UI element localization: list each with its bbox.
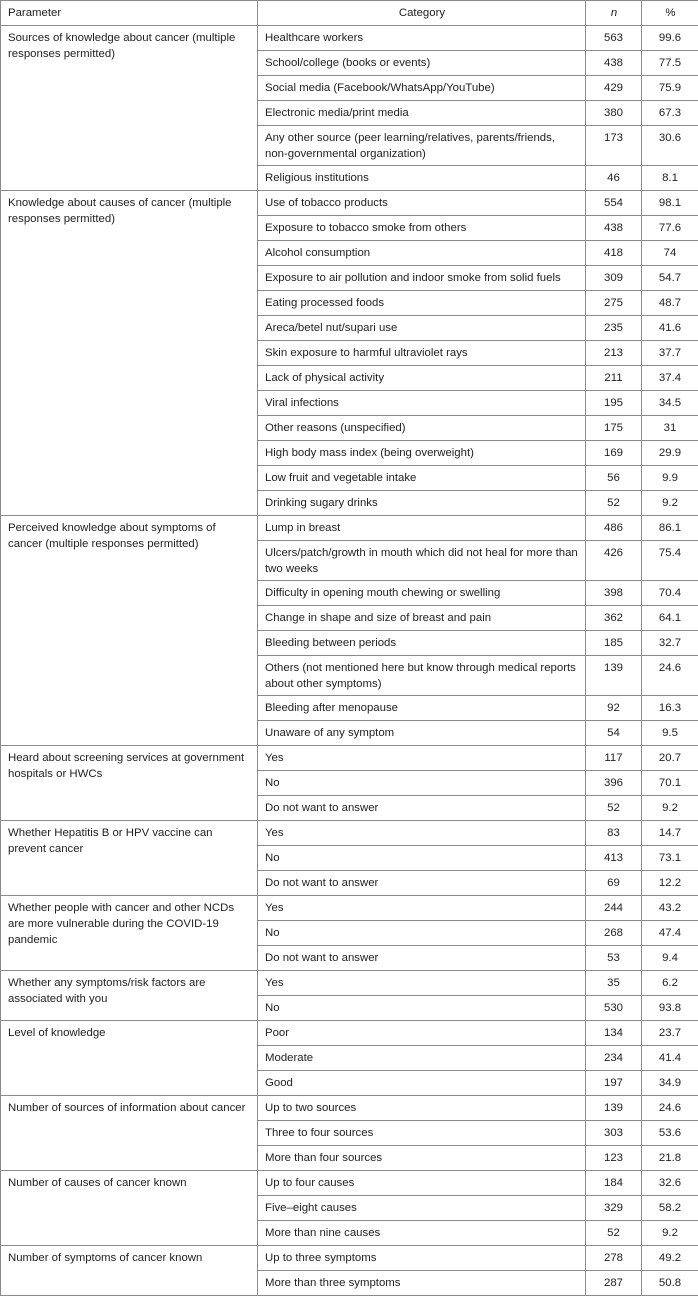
category-cell: Yes [258, 746, 586, 771]
parameter-cell: Perceived knowledge about symptoms of cancer (multiple responses permitted) [1, 516, 258, 746]
category-cell: Bleeding between periods [258, 631, 586, 656]
header-percent: % [642, 1, 698, 26]
percent-cell: 31 [642, 416, 698, 441]
n-cell: 123 [586, 1146, 642, 1171]
n-cell: 309 [586, 266, 642, 291]
n-cell: 195 [586, 391, 642, 416]
category-cell: Others (not mentioned here but know through medical reports about other symptoms) [258, 656, 586, 696]
parameter-cell: Number of symptoms of cancer known [1, 1246, 258, 1296]
parameter-cell: Level of knowledge [1, 1021, 258, 1096]
n-cell: 268 [586, 921, 642, 946]
category-cell: High body mass index (being overweight) [258, 441, 586, 466]
percent-cell: 41.4 [642, 1046, 698, 1071]
percent-cell: 77.6 [642, 216, 698, 241]
n-cell: 173 [586, 126, 642, 166]
parameter-cell: Knowledge about causes of cancer (multiple responses permitted) [1, 191, 258, 516]
percent-cell: 49.2 [642, 1246, 698, 1271]
percent-cell: 9.2 [642, 491, 698, 516]
n-cell: 52 [586, 796, 642, 821]
percent-cell: 32.6 [642, 1171, 698, 1196]
n-cell: 139 [586, 1096, 642, 1121]
parameter-cell: Whether Hepatitis B or HPV vaccine can prevent cancer [1, 821, 258, 896]
category-cell: Skin exposure to harmful ultraviolet rays [258, 341, 586, 366]
table-row [1, 746, 698, 771]
n-cell: 396 [586, 771, 642, 796]
n-cell: 211 [586, 366, 642, 391]
n-cell: 54 [586, 721, 642, 746]
category-cell: No [258, 921, 586, 946]
n-cell: 69 [586, 871, 642, 896]
category-cell: More than three symptoms [258, 1271, 586, 1296]
n-cell: 563 [586, 26, 642, 51]
n-cell: 169 [586, 441, 642, 466]
category-cell: Yes [258, 821, 586, 846]
category-cell: Unaware of any symptom [258, 721, 586, 746]
category-cell: Other reasons (unspecified) [258, 416, 586, 441]
percent-cell: 67.3 [642, 101, 698, 126]
category-cell: Drinking sugary drinks [258, 491, 586, 516]
n-cell: 413 [586, 846, 642, 871]
category-cell: Exposure to air pollution and indoor smoke from solid fuels [258, 266, 586, 291]
n-cell: 398 [586, 581, 642, 606]
parameter-cell: Number of causes of cancer known [1, 1171, 258, 1246]
n-cell: 234 [586, 1046, 642, 1071]
n-cell: 53 [586, 946, 642, 971]
category-cell: Any other source (peer learning/relatives, parents/friends, non-governmental organization) [258, 126, 586, 166]
percent-cell: 9.5 [642, 721, 698, 746]
n-cell: 184 [586, 1171, 642, 1196]
table-row [1, 896, 698, 921]
n-cell: 52 [586, 1221, 642, 1246]
category-cell: No [258, 771, 586, 796]
n-cell: 213 [586, 341, 642, 366]
category-cell: Lump in breast [258, 516, 586, 541]
category-cell: Areca/betel nut/supari use [258, 316, 586, 341]
n-cell: 329 [586, 1196, 642, 1221]
category-cell: More than nine causes [258, 1221, 586, 1246]
percent-cell: 34.9 [642, 1071, 698, 1096]
n-cell: 244 [586, 896, 642, 921]
parameter-cell: Sources of knowledge about cancer (multiple responses permitted) [1, 26, 258, 191]
table-row [1, 1021, 698, 1046]
percent-cell: 64.1 [642, 606, 698, 631]
n-cell: 438 [586, 216, 642, 241]
n-cell: 438 [586, 51, 642, 76]
percent-cell: 32.7 [642, 631, 698, 656]
percent-cell: 23.7 [642, 1021, 698, 1046]
category-cell: Five–eight causes [258, 1196, 586, 1221]
category-cell: Low fruit and vegetable intake [258, 466, 586, 491]
percent-cell: 47.4 [642, 921, 698, 946]
parameter-cell: Whether any symptoms/risk factors are associated with you [1, 971, 258, 1021]
percent-cell: 48.7 [642, 291, 698, 316]
percent-cell: 75.4 [642, 541, 698, 581]
category-cell: Alcohol consumption [258, 241, 586, 266]
category-cell: Viral infections [258, 391, 586, 416]
n-cell: 278 [586, 1246, 642, 1271]
percent-cell: 21.8 [642, 1146, 698, 1171]
percent-cell: 9.2 [642, 796, 698, 821]
category-cell: Up to four causes [258, 1171, 586, 1196]
category-cell: Three to four sources [258, 1121, 586, 1146]
n-cell: 530 [586, 996, 642, 1021]
category-cell: Difficulty in opening mouth chewing or swelling [258, 581, 586, 606]
n-cell: 429 [586, 76, 642, 101]
percent-cell: 70.1 [642, 771, 698, 796]
category-cell: Good [258, 1071, 586, 1096]
percent-cell: 14.7 [642, 821, 698, 846]
n-cell: 56 [586, 466, 642, 491]
category-cell: Bleeding after menopause [258, 696, 586, 721]
n-cell: 185 [586, 631, 642, 656]
category-cell: Lack of physical activity [258, 366, 586, 391]
percent-cell: 30.6 [642, 126, 698, 166]
percent-cell: 98.1 [642, 191, 698, 216]
percent-cell: 86.1 [642, 516, 698, 541]
n-cell: 486 [586, 516, 642, 541]
table-row [1, 971, 698, 996]
percent-cell: 77.5 [642, 51, 698, 76]
percent-cell: 93.8 [642, 996, 698, 1021]
header-category: Category [258, 1, 586, 26]
category-cell: Do not want to answer [258, 871, 586, 896]
parameter-cell: Heard about screening services at government hospitals or HWCs [1, 746, 258, 821]
percent-cell: 6.2 [642, 971, 698, 996]
category-cell: Yes [258, 971, 586, 996]
percent-cell: 9.2 [642, 1221, 698, 1246]
percent-cell: 58.2 [642, 1196, 698, 1221]
n-cell: 35 [586, 971, 642, 996]
n-cell: 197 [586, 1071, 642, 1096]
percent-cell: 75.9 [642, 76, 698, 101]
percent-cell: 74 [642, 241, 698, 266]
category-cell: Religious institutions [258, 166, 586, 191]
percent-cell: 8.1 [642, 166, 698, 191]
table-row [1, 26, 698, 51]
parameter-cell: Number of sources of information about cancer [1, 1096, 258, 1171]
n-cell: 554 [586, 191, 642, 216]
percent-cell: 73.1 [642, 846, 698, 871]
n-cell: 426 [586, 541, 642, 581]
percent-cell: 20.7 [642, 746, 698, 771]
percent-cell: 9.9 [642, 466, 698, 491]
table-row [1, 821, 698, 846]
header-n: n [586, 1, 642, 26]
category-cell: Eating processed foods [258, 291, 586, 316]
n-cell: 46 [586, 166, 642, 191]
category-cell: More than four sources [258, 1146, 586, 1171]
parameter-cell: Whether people with cancer and other NCDs are more vulnerable during the COVID-19 pandemic [1, 896, 258, 971]
category-cell: Social media (Facebook/WhatsApp/YouTube) [258, 76, 586, 101]
percent-cell: 24.6 [642, 1096, 698, 1121]
percent-cell: 9.4 [642, 946, 698, 971]
category-cell: Ulcers/patch/growth in mouth which did not heal for more than two weeks [258, 541, 586, 581]
category-cell: Electronic media/print media [258, 101, 586, 126]
n-cell: 117 [586, 746, 642, 771]
percent-cell: 16.3 [642, 696, 698, 721]
n-cell: 83 [586, 821, 642, 846]
category-cell: Change in shape and size of breast and pain [258, 606, 586, 631]
category-cell: Up to two sources [258, 1096, 586, 1121]
percent-cell: 37.4 [642, 366, 698, 391]
percent-cell: 34.5 [642, 391, 698, 416]
percent-cell: 99.6 [642, 26, 698, 51]
table-row [1, 191, 698, 216]
percent-cell: 43.2 [642, 896, 698, 921]
percent-cell: 24.6 [642, 656, 698, 696]
percent-cell: 50.8 [642, 1271, 698, 1296]
percent-cell: 53.6 [642, 1121, 698, 1146]
table-row [1, 1171, 698, 1196]
n-cell: 303 [586, 1121, 642, 1146]
category-cell: Do not want to answer [258, 946, 586, 971]
n-cell: 235 [586, 316, 642, 341]
percent-cell: 12.2 [642, 871, 698, 896]
percent-cell: 29.9 [642, 441, 698, 466]
category-cell: School/college (books or events) [258, 51, 586, 76]
n-cell: 380 [586, 101, 642, 126]
table-body [1, 26, 698, 1296]
category-cell: Moderate [258, 1046, 586, 1071]
n-cell: 92 [586, 696, 642, 721]
percent-cell: 54.7 [642, 266, 698, 291]
header-parameter: Parameter [1, 1, 258, 26]
n-cell: 275 [586, 291, 642, 316]
category-cell: No [258, 846, 586, 871]
percent-cell: 41.6 [642, 316, 698, 341]
table-row [1, 1246, 698, 1271]
table-row [1, 516, 698, 541]
percent-cell: 37.7 [642, 341, 698, 366]
category-cell: Poor [258, 1021, 586, 1046]
category-cell: Exposure to tobacco smoke from others [258, 216, 586, 241]
category-cell: Up to three symptoms [258, 1246, 586, 1271]
header-row [1, 1, 698, 26]
category-cell: No [258, 996, 586, 1021]
percent-cell: 70.4 [642, 581, 698, 606]
n-cell: 139 [586, 656, 642, 696]
table-header [1, 1, 698, 26]
category-cell: Healthcare workers [258, 26, 586, 51]
n-cell: 134 [586, 1021, 642, 1046]
n-cell: 175 [586, 416, 642, 441]
category-cell: Do not want to answer [258, 796, 586, 821]
n-cell: 52 [586, 491, 642, 516]
n-cell: 362 [586, 606, 642, 631]
category-cell: Yes [258, 896, 586, 921]
category-cell: Use of tobacco products [258, 191, 586, 216]
table-row [1, 1096, 698, 1121]
n-cell: 287 [586, 1271, 642, 1296]
n-cell: 418 [586, 241, 642, 266]
